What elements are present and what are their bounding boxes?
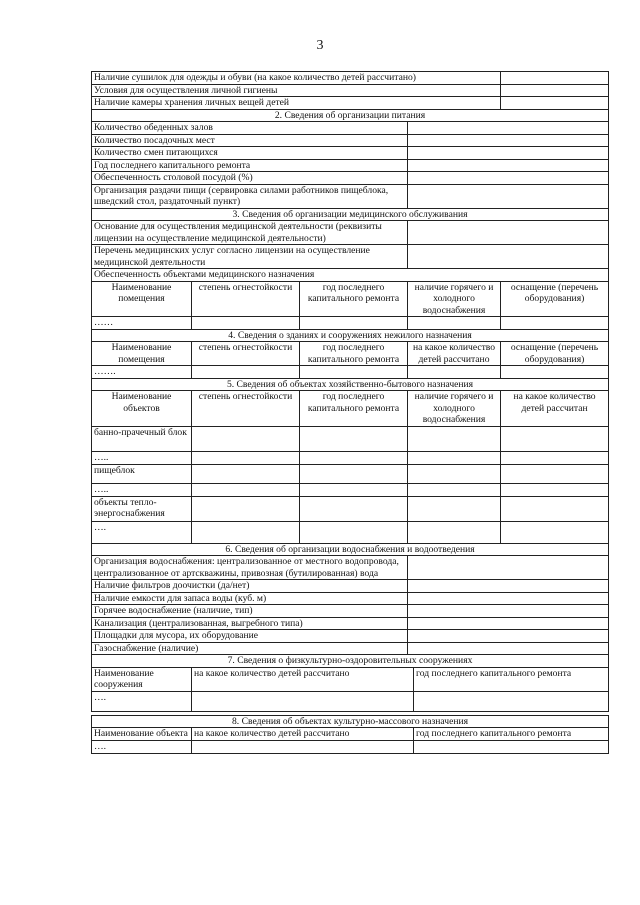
table-row xyxy=(92,122,609,135)
row-label: пищеблок xyxy=(92,464,192,483)
value-cell xyxy=(408,134,609,147)
column-header: степень огнестойкости xyxy=(192,391,300,427)
column-header: Наименование объекта xyxy=(92,728,192,741)
row-label: Площадки для мусора, их оборудование xyxy=(92,630,408,643)
table-row xyxy=(92,159,609,172)
row-label: Перечень медицинских услуг согласно лицензии на осуществление медицинской деятельности xyxy=(92,245,408,269)
table-row xyxy=(92,691,609,711)
table-row xyxy=(92,184,609,208)
value-cell xyxy=(408,642,609,655)
table-row xyxy=(92,580,609,593)
ellipsis-cell: …… xyxy=(92,317,192,330)
value-cell xyxy=(408,605,609,618)
column-header: Наименование сооружения xyxy=(92,667,192,691)
row-label: Количество посадочных мест xyxy=(92,134,408,147)
table-row xyxy=(92,556,609,580)
value-cell xyxy=(408,122,609,135)
ellipsis-cell: …. xyxy=(92,740,192,753)
value-cell xyxy=(408,147,609,160)
value-cell xyxy=(408,556,609,580)
section-title: 7. Сведения о физкультурно-оздоровительных сооружениях xyxy=(92,655,609,667)
column-header: на какое количество детей рассчитано xyxy=(408,342,501,366)
row-label: Наличие камеры хранения личных вещей детей xyxy=(92,97,501,110)
column-header: на какое количество детей рассчитано xyxy=(192,667,414,691)
row-label: Количество обеденных залов xyxy=(92,122,408,135)
page-number: 3 xyxy=(316,38,324,53)
report-table xyxy=(91,71,609,655)
table-row xyxy=(92,84,609,97)
section-title: 8. Сведения об объектах культурно-массового назначения xyxy=(92,715,609,728)
table-row xyxy=(92,97,609,110)
table-row xyxy=(92,245,609,269)
column-header: год последнего капитального ремонта xyxy=(300,391,408,427)
table-row xyxy=(92,72,609,85)
column-header: оснащение (перечень оборудования) xyxy=(501,342,609,366)
section-title: 3. Сведения об организации медицинского обслуживания xyxy=(92,208,609,221)
value-cell xyxy=(408,580,609,593)
header-row xyxy=(92,667,609,691)
column-header: наличие горячего и холодного водоснабжения xyxy=(408,281,501,317)
table-row xyxy=(92,642,609,655)
value-cell xyxy=(501,72,609,85)
table-row xyxy=(92,366,609,379)
header-row xyxy=(92,281,609,317)
value-cell xyxy=(501,84,609,97)
table-row xyxy=(92,496,609,521)
row-label: Газоснабжение (наличие) xyxy=(92,642,408,655)
row-label: ….. xyxy=(92,483,192,496)
column-header: год последнего капитального ремонта xyxy=(414,667,609,691)
row-label: Канализация (централизованная, выгребного типа) xyxy=(92,617,408,630)
row-label: Условия для осуществления личной гигиены xyxy=(92,84,501,97)
column-header: Наименование объектов xyxy=(92,391,192,427)
row-label: Основание для осуществления медицинской деятельности (реквизиты лицензии на осуществление медицинской деятельности) xyxy=(92,221,408,245)
table-row xyxy=(92,221,609,245)
table-row xyxy=(92,464,609,483)
row-label: банно-прачечный блок xyxy=(92,426,192,451)
table-row xyxy=(92,605,609,618)
table-row xyxy=(92,617,609,630)
column-header: Наименование помещения xyxy=(92,281,192,317)
column-header: оснащение (перечень оборудования) xyxy=(501,281,609,317)
table-row xyxy=(92,172,609,185)
column-header: степень огнестойкости xyxy=(192,342,300,366)
header-row xyxy=(92,342,609,366)
table-row xyxy=(92,483,609,496)
header-row xyxy=(92,728,609,741)
row-label: ….. xyxy=(92,451,192,464)
column-header: Наименование помещения xyxy=(92,342,192,366)
report-document xyxy=(91,71,608,754)
row-label: Наличие емкости для запаса воды (куб. м) xyxy=(92,592,408,605)
value-cell xyxy=(408,617,609,630)
column-header: на какое количество детей рассчитано xyxy=(192,728,414,741)
section-title: 4. Сведения о зданиях и сооружениях нежилого назначения xyxy=(92,329,609,342)
value-cell xyxy=(408,221,609,245)
value-cell xyxy=(408,630,609,643)
row-label: объекты тепло-энергоснабжения xyxy=(92,496,192,521)
row-label: Наличие сушилок для одежды и обуви (на какое количество детей рассчитано) xyxy=(92,72,501,85)
table-row xyxy=(92,134,609,147)
header-row xyxy=(92,391,609,427)
row-label: Год последнего капитального ремонта xyxy=(92,159,408,172)
table-row xyxy=(92,630,609,643)
column-header: год последнего капитального ремонта xyxy=(300,281,408,317)
column-header: год последнего капитального ремонта xyxy=(414,728,609,741)
value-cell xyxy=(408,592,609,605)
value-cell xyxy=(408,245,609,269)
ellipsis-cell: ……. xyxy=(92,366,192,379)
row-label: Горячее водоснабжение (наличие, тип) xyxy=(92,605,408,618)
section-title: 6. Сведения об организации водоснабжения и водоотведения xyxy=(92,543,609,556)
value-cell xyxy=(408,184,609,208)
table-row xyxy=(92,451,609,464)
section-title: 5. Сведения об объектах хозяйственно-бытового назначения xyxy=(92,378,609,391)
row-label: Организация раздачи пищи (сервировка силами работников пищеблока, шведский стол, раздаточный пункт) xyxy=(92,184,408,208)
ellipsis-cell: …. xyxy=(92,691,192,711)
value-cell xyxy=(501,97,609,110)
column-header: на какое количество детей рассчитан xyxy=(501,391,609,427)
table-row xyxy=(92,426,609,451)
table-row xyxy=(92,147,609,160)
row-label: …. xyxy=(92,521,192,543)
table-row xyxy=(92,740,609,753)
value-cell xyxy=(408,159,609,172)
value-cell xyxy=(408,172,609,185)
row-label: Организация водоснабжения: централизованное от местного водопровода, централизованное от артскважины, привозная (бутилированная) вода xyxy=(92,556,408,580)
row-label: Обеспеченность столовой посудой (%) xyxy=(92,172,408,185)
row-label: Количество смен питающихся xyxy=(92,147,408,160)
table-row xyxy=(92,317,609,330)
table-row xyxy=(92,521,609,543)
column-header: наличие горячего и холодного водоснабжения xyxy=(408,391,501,427)
row-label: Наличие фильтров доочистки (да/нет) xyxy=(92,580,408,593)
column-header: год последнего капитального ремонта xyxy=(300,342,408,366)
subsection-title: Обеспеченность объектами медицинского назначения xyxy=(92,269,609,282)
report-table-3col xyxy=(91,655,609,754)
section-title: 2. Сведения об организации питания xyxy=(92,109,609,122)
table-row xyxy=(92,592,609,605)
column-header: степень огнестойкости xyxy=(192,281,300,317)
